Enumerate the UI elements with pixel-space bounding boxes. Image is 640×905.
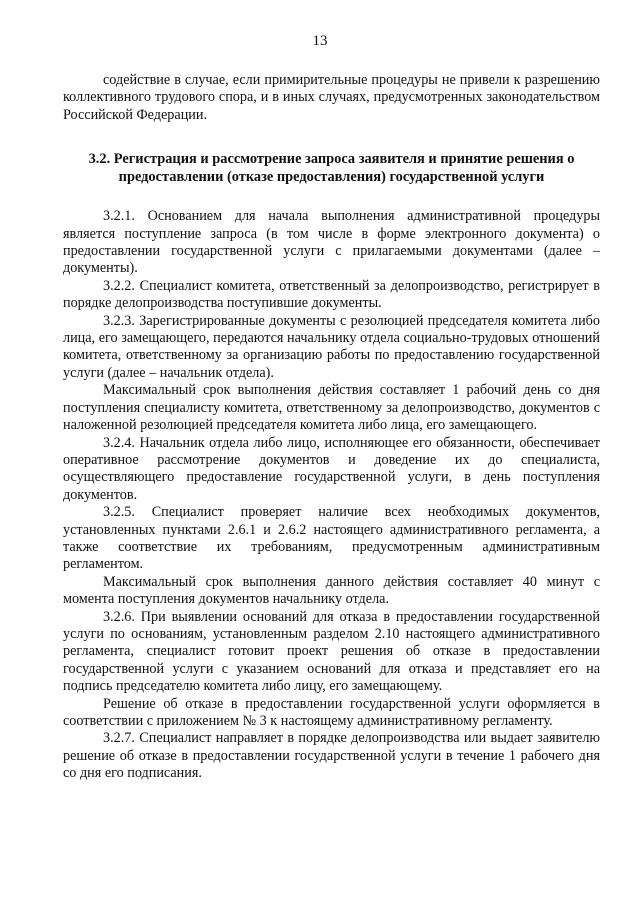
paragraph-max-term-1: Максимальный срок выполнения действия составляет 1 рабочий день со дня поступления специалисту комитета, ответственному за делопроизводство, документов с наложенной резолюцией председателя комитета либо лица, его замещающего. <box>63 382 600 434</box>
continuation-paragraph: содействие в случае, если примирительные процедуры не привели к разрешению коллективного трудового спора, и в иных случаях, предусмотренных законодательством Российской Федерации. <box>63 72 600 123</box>
paragraph-3-2-1: 3.2.1. Основанием для начала выполнения административной процедуры является поступление запроса (в том числе в форме электронного документа) о предоставлении государственной услуги с прилагаемыми документами (далее – документы). <box>63 208 600 277</box>
section-heading: 3.2. Регистрация и рассмотрение запроса заявителя и принятие решения о предоставлении (отказе предоставления) государственной услуги <box>88 151 575 186</box>
paragraph-3-2-7: 3.2.7. Специалист направляет в порядке делопроизводства или выдает заявителю решение об отказе в предоставлении государственной услуги в течение 1 рабочего дня со дня его подписания. <box>63 730 600 782</box>
paragraph-3-2-6: 3.2.6. При выявлении оснований для отказа в предоставлении государственной услуги по основаниям, установленным разделом 2.10 настоящего административного регламента, специалист готовит проект решения об отказе в предоставлении государственной услуги с указанием оснований для отказа и представляет его на подпись председателю комитета либо лицу, его замещающему. <box>63 608 600 695</box>
paragraph-3-2-4: 3.2.4. Начальник отдела либо лицо, исполняющее его обязанности, обеспечивает оперативное рассмотрение документов и доведение их до специалиста, осуществляющего предоставление государственной услуги, в день поступления документов. <box>63 434 600 503</box>
page-number: 13 <box>312 33 328 49</box>
paragraph-max-term-2: Максимальный срок выполнения данного действия составляет 40 минут с момента поступления документов начальнику отдела. <box>63 573 600 608</box>
paragraph-refusal-decision: Решение об отказе в предоставлении государственной услуги оформляется в соответствии с приложением № 3 к настоящему административному регламенту. <box>63 695 600 729</box>
document-body <box>63 72 600 783</box>
paragraph-3-2-2: 3.2.2. Специалист комитета, ответственный за делопроизводство, регистрирует в порядке делопроизводства поступившие документы. <box>63 277 600 312</box>
paragraph-3-2-3: 3.2.3. Зарегистрированные документы с резолюцией председателя комитета либо лица, его замещающего, передаются начальнику отдела социально-трудовых отношений комитета, ответственному за организацию работы по предоставлению государственной услуги (далее – начальник отдела). <box>63 312 600 381</box>
paragraph-3-2-5: 3.2.5. Специалист проверяет наличие всех необходимых документов, установленных пунктами 2.6.1 и 2.6.2 настоящего административного регламента, а также соответствие их требованиям, предусмотренным административным регламентом. <box>63 504 600 573</box>
